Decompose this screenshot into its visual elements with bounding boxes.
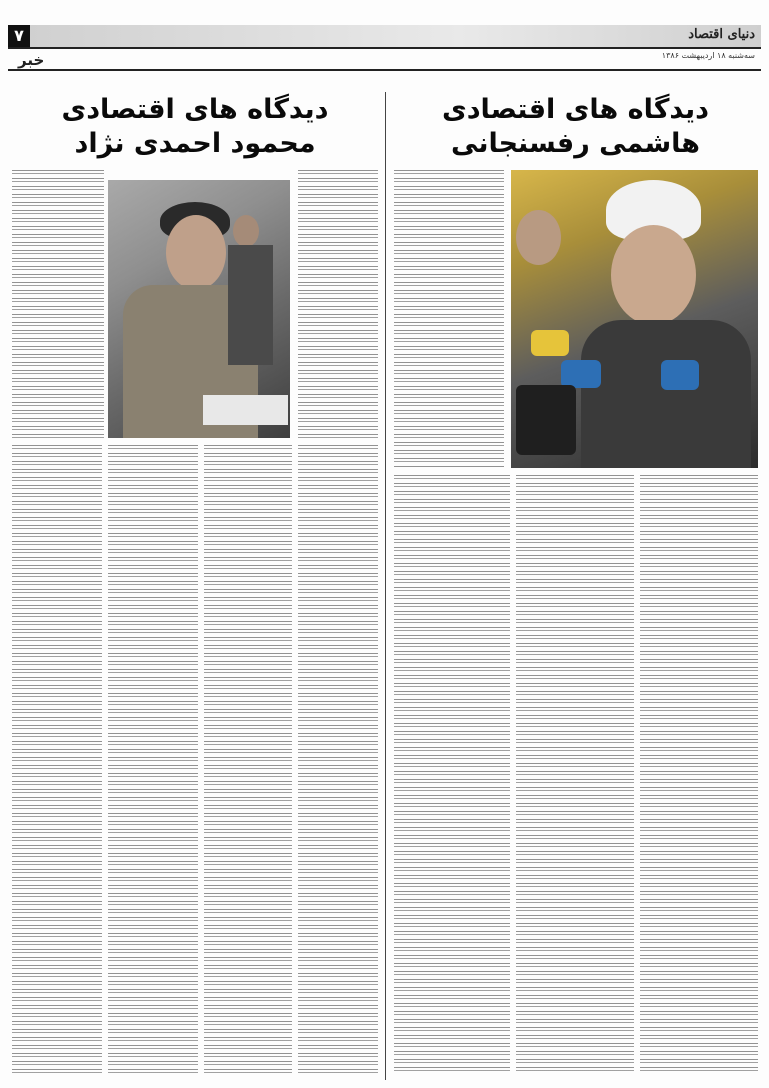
header-band — [8, 25, 761, 49]
text-column — [394, 170, 504, 468]
brand-logo: دنیای اقتصاد — [688, 27, 755, 42]
dateline: سه‌شنبه ۱۸ اردیبهشت ۱۳۸۶ — [661, 51, 755, 60]
headline-line1: دیدگاه های اقتصادی — [61, 94, 329, 125]
microphone-icon — [516, 385, 576, 455]
text-column — [640, 475, 758, 1075]
text-column — [12, 445, 102, 1075]
text-column — [12, 170, 104, 440]
photo-rafsanjani — [511, 170, 758, 468]
page-number: ۷ — [8, 25, 30, 47]
section-label: خبر — [18, 51, 45, 69]
headline-line1: دیدگاه های اقتصادی — [441, 94, 710, 125]
robe-shape — [581, 320, 751, 468]
text-column — [298, 445, 378, 1075]
microphone-icon — [661, 360, 699, 390]
face-shape — [611, 225, 696, 325]
text-column — [516, 475, 634, 1075]
text-column — [298, 170, 378, 440]
text-column — [108, 445, 198, 1075]
microphone-icon — [531, 330, 569, 356]
face-shape — [166, 215, 226, 290]
column-divider — [385, 92, 386, 1080]
header-rule — [8, 69, 761, 71]
text-column — [204, 445, 292, 1075]
text-column — [394, 475, 510, 1075]
page-header — [8, 25, 761, 73]
microphone-icon — [561, 360, 601, 388]
headline-line2: محمود احمدی نژاد — [74, 128, 316, 159]
headline-line2: هاشمی رفسنجانی — [451, 128, 700, 159]
face-shape — [516, 210, 561, 265]
